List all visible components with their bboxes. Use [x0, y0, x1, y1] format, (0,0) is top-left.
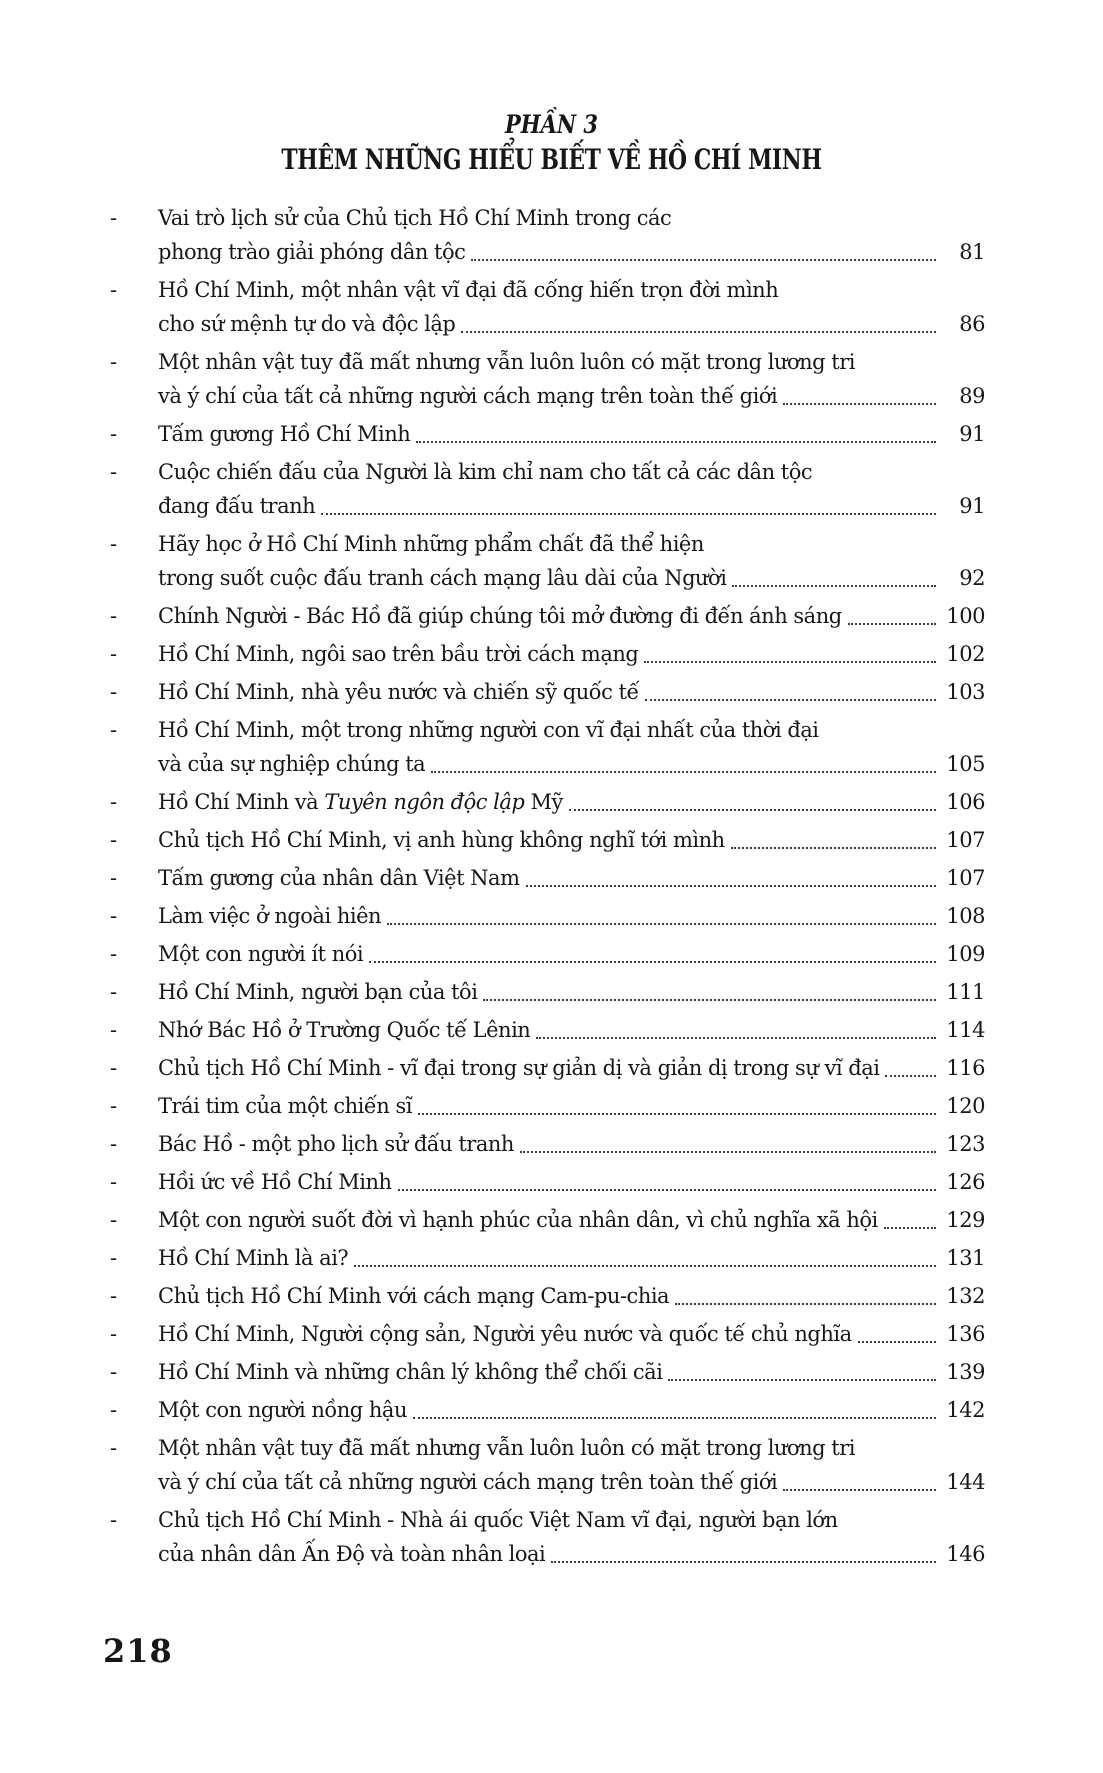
toc-entry-text: [158, 975, 477, 1009]
toc-entry: [110, 1127, 985, 1161]
toc-entry-text: [158, 345, 855, 379]
toc-entry-text: [158, 1241, 348, 1275]
toc-entry-body: [158, 417, 985, 451]
toc-entry-text-segment: Chủ tịch Hồ Chí Minh - Nhà ái quốc Việt Nam vĩ đại, người bạn lớn: [158, 1508, 838, 1532]
dash-bullet: -: [110, 1132, 117, 1156]
toc-line: [158, 235, 985, 269]
toc-line: [158, 307, 985, 341]
toc-line: [158, 899, 985, 933]
toc-entry-text: [158, 489, 315, 523]
dash-bullet: -: [110, 642, 117, 666]
toc-entry: [110, 201, 985, 269]
toc-entry-text-segment: và ý chí của tất cả những người cách mạng trên toàn thế giới: [158, 1470, 778, 1494]
dotted-leader: [483, 975, 936, 1001]
toc-entry-text-segment: Hồi ức về Hồ Chí Minh: [158, 1170, 392, 1194]
toc-entry-body: [158, 1317, 985, 1351]
dotted-leader: [885, 1051, 936, 1077]
toc-entry-text: [158, 713, 819, 747]
toc-page-number: 142: [946, 1398, 985, 1422]
toc-entry-text-segment: Hồ Chí Minh, người bạn của tôi: [158, 980, 478, 1004]
toc-entry: [110, 273, 985, 341]
dotted-leader: [536, 1013, 936, 1039]
dotted-leader: [461, 307, 936, 333]
dotted-leader: [858, 1317, 936, 1343]
toc-entry-text-segment: Chính Người - Bác Hồ đã giúp chúng tôi mở đường đi đến ánh sáng: [158, 604, 842, 628]
dotted-leader: [431, 747, 936, 773]
dotted-leader: [369, 937, 936, 963]
toc-entry-text-segment: Tấm gương Hồ Chí Minh: [158, 422, 411, 446]
dotted-leader: [731, 823, 936, 849]
part-label: PHẦN 3: [504, 110, 599, 139]
toc-line: [158, 455, 985, 489]
toc-entry-text: [158, 675, 639, 709]
dash-bullet: -: [110, 1094, 117, 1118]
dash-bullet: -: [110, 680, 117, 704]
toc-entry-text: [158, 561, 726, 595]
dotted-leader: [418, 1089, 936, 1115]
toc-entry-text-segment: Chủ tịch Hồ Chí Minh, vị anh hùng không nghĩ tới mình: [158, 828, 725, 852]
dash-bullet: -: [110, 604, 117, 628]
toc-page-number: 86: [959, 312, 985, 336]
dash-bullet: -: [110, 278, 117, 302]
toc-entry: [110, 1503, 985, 1571]
toc-entry-text: [158, 1355, 662, 1389]
toc-entry-text: [158, 273, 778, 307]
toc-line: [158, 1465, 985, 1499]
toc-entry-text-segment: Hồ Chí Minh, nhà yêu nước và chiến sỹ quốc tế: [158, 680, 639, 704]
toc-entry-text-segment: Tấm gương của nhân dân Việt Nam: [158, 866, 520, 890]
toc-line: [158, 1089, 985, 1123]
toc-entry: [110, 1279, 985, 1313]
toc-line: [158, 1355, 985, 1389]
toc-line: [158, 861, 985, 895]
toc-entry-body: [158, 637, 985, 671]
toc-line: [158, 1393, 985, 1427]
toc-entry: [110, 1355, 985, 1389]
toc-entry-text-segment: Chủ tịch Hồ Chí Minh với cách mạng Cam-pu-chia: [158, 1284, 670, 1308]
toc-entry: [110, 823, 985, 857]
toc-entry-text: [158, 1051, 879, 1085]
toc-page-number: 91: [959, 494, 985, 518]
dash-bullet: -: [110, 718, 117, 742]
toc-entry-text-segment: Một con người nồng hậu: [158, 1398, 407, 1422]
toc-entry: [110, 1203, 985, 1237]
toc-entry: [110, 417, 985, 451]
toc-entry-text-segment: Chủ tịch Hồ Chí Minh - vĩ đại trong sự giản dị và giản dị trong sự vĩ đại: [158, 1056, 880, 1080]
dotted-leader: [354, 1241, 936, 1267]
toc-entry-text: [158, 1465, 777, 1499]
dash-bullet: -: [110, 1508, 117, 1532]
dash-bullet: -: [110, 828, 117, 852]
dash-bullet: -: [110, 422, 117, 446]
toc-entry: [110, 861, 985, 895]
toc-entry-text: [158, 455, 812, 489]
toc-line: [158, 527, 985, 561]
toc-entry: [110, 345, 985, 413]
dash-bullet: -: [110, 1322, 117, 1346]
toc-line: [158, 823, 985, 857]
toc-entry-body: [158, 527, 985, 595]
toc-entry: [110, 1051, 985, 1085]
toc-page-number: 89: [959, 384, 985, 408]
toc-entry-text-segment: Một con người suốt đời vì hạnh phúc của nhân dân, vì chủ nghĩa xã hội: [158, 1208, 878, 1232]
toc-line: [158, 1127, 985, 1161]
dotted-leader: [416, 417, 936, 443]
toc-page-number: 126: [946, 1170, 985, 1194]
toc-page-number: 116: [946, 1056, 985, 1080]
toc-entry-body: [158, 1203, 985, 1237]
toc-line: [158, 489, 985, 523]
page-title: THÊM NHỮNG HIỂU BIẾT VỀ HỒ CHÍ MINH: [281, 143, 822, 176]
dash-bullet: -: [110, 1018, 117, 1042]
toc-entry-text: [158, 1089, 412, 1123]
toc-entry-body: [158, 455, 985, 523]
toc-entry-text: [158, 1537, 545, 1571]
toc-entry: [110, 599, 985, 633]
dotted-leader: [569, 785, 936, 811]
toc-line: [158, 1013, 985, 1047]
toc-entry-body: [158, 345, 985, 413]
toc-entry: [110, 1317, 985, 1351]
toc-entry-text: [158, 379, 777, 413]
toc-line: [158, 1165, 985, 1199]
toc-entry-text-segment: Làm việc ở ngoài hiên: [158, 904, 382, 928]
toc-line: [158, 937, 985, 971]
toc-entry-text: [158, 1203, 878, 1237]
toc-line: [158, 1503, 985, 1537]
toc-entry: [110, 937, 985, 971]
toc-page-number: 132: [946, 1284, 985, 1308]
dotted-leader: [675, 1279, 936, 1305]
toc-page-number: 123: [946, 1132, 985, 1156]
dotted-leader: [526, 861, 937, 887]
page-number: 218: [103, 1632, 173, 1670]
toc-entry-body: [158, 1013, 985, 1047]
toc-page-number: 81: [959, 240, 985, 264]
toc-entry-text-segment: Hồ Chí Minh và: [158, 790, 325, 814]
toc-page-number: 108: [946, 904, 985, 928]
toc-line: [158, 1241, 985, 1275]
toc-page-number: 111: [946, 980, 985, 1004]
toc-entry-text: [158, 785, 563, 819]
toc-entry-text: [158, 527, 704, 561]
toc-entry: [110, 1241, 985, 1275]
toc-page-number: 136: [946, 1322, 985, 1346]
toc-entry: [110, 713, 985, 781]
dash-bullet: -: [110, 1170, 117, 1194]
dotted-leader: [783, 1465, 936, 1491]
toc-line: [158, 1317, 985, 1351]
dotted-leader: [387, 899, 936, 925]
toc-line: [158, 1537, 985, 1571]
toc-entry-text: [158, 599, 842, 633]
toc-entry-body: [158, 1165, 985, 1199]
toc-line: [158, 379, 985, 413]
dotted-leader: [848, 599, 936, 625]
toc-entry-text: [158, 1013, 530, 1047]
toc-entry-body: [158, 899, 985, 933]
toc-entry-text: [158, 861, 520, 895]
toc-entry-text: [158, 1317, 852, 1351]
toc-page-number: 131: [946, 1246, 985, 1270]
dotted-leader: [471, 235, 936, 261]
toc-entry: [110, 527, 985, 595]
toc-entry-body: [158, 675, 985, 709]
toc-entry-text-segment: Một nhân vật tuy đã mất nhưng vẫn luôn luôn có mặt trong lương tri: [158, 1436, 855, 1460]
toc-line: [158, 1051, 985, 1085]
toc-page-number: 109: [946, 942, 985, 966]
toc-page-number: 107: [946, 866, 985, 890]
toc-line: [158, 637, 985, 671]
toc-page-number: 120: [946, 1094, 985, 1118]
dotted-leader: [668, 1355, 936, 1381]
toc-page-number: 102: [946, 642, 985, 666]
toc-entry-text-segment: cho sứ mệnh tự do và độc lập: [158, 312, 456, 336]
dotted-leader: [884, 1203, 936, 1229]
toc-entry-body: [158, 201, 985, 269]
toc-line: [158, 785, 985, 819]
toc-entry: [110, 1089, 985, 1123]
toc-entry: [110, 1013, 985, 1047]
toc-line: [158, 675, 985, 709]
toc-line: [158, 1431, 985, 1465]
toc-entry-text-segment: đang đấu tranh: [158, 494, 316, 518]
toc-entry-text-segment: Hồ Chí Minh, một trong những người con vĩ đại nhất của thời đại: [158, 718, 819, 742]
toc-entry-body: [158, 273, 985, 341]
dash-bullet: -: [110, 980, 117, 1004]
dash-bullet: -: [110, 532, 117, 556]
toc-entry-text-segment: Cuộc chiến đấu của Người là kim chỉ nam cho tất cả các dân tộc: [158, 460, 813, 484]
toc-page-number: 100: [946, 604, 985, 628]
toc-entry-text-segment: của nhân dân Ấn Độ và toàn nhân loại: [158, 1542, 546, 1566]
toc-entry-text-segment: Mỹ: [524, 790, 563, 814]
toc-entry-text-segment: Hồ Chí Minh, ngôi sao trên bầu trời cách mạng: [158, 642, 639, 666]
toc-line: [158, 201, 985, 235]
toc-line: [158, 599, 985, 633]
toc-line: [158, 713, 985, 747]
toc-entry-text-segment: trong suốt cuộc đấu tranh cách mạng lâu dài của Người: [158, 566, 727, 590]
dotted-leader: [398, 1165, 936, 1191]
toc-entry-text-segment: Hồ Chí Minh là ai?: [158, 1246, 349, 1270]
toc-entry-body: [158, 1279, 985, 1313]
toc-line: [158, 1279, 985, 1313]
dash-bullet: -: [110, 1360, 117, 1384]
toc-entry-body: [158, 1051, 985, 1085]
toc-entry-text: [158, 1503, 838, 1537]
toc-page-number: 144: [946, 1470, 985, 1494]
dash-bullet: -: [110, 1208, 117, 1232]
toc-entry-body: [158, 785, 985, 819]
toc-entry-text-italic: Tuyên ngôn độc lập: [324, 790, 525, 814]
toc-page-number: 107: [946, 828, 985, 852]
toc-entry: [110, 1431, 985, 1499]
toc-entry-text-segment: Hồ Chí Minh và những chân lý không thể chối cãi: [158, 1360, 663, 1384]
toc-entry: [110, 1165, 985, 1199]
toc-entry-text-segment: Hãy học ở Hồ Chí Minh những phẩm chất đã thể hiện: [158, 532, 704, 556]
toc-entry: [110, 455, 985, 523]
toc-entry-text: [158, 823, 725, 857]
dash-bullet: -: [110, 1398, 117, 1422]
dotted-leader: [551, 1537, 936, 1563]
toc-page-number: 105: [946, 752, 985, 776]
toc-entry-text-segment: Một con người ít nói: [158, 942, 364, 966]
dash-bullet: -: [110, 1436, 117, 1460]
toc-line: [158, 345, 985, 379]
toc-entry-text: [158, 899, 381, 933]
dash-bullet: -: [110, 1246, 117, 1270]
toc-entry-text-segment: phong trào giải phóng dân tộc: [158, 240, 466, 264]
dash-bullet: -: [110, 206, 117, 230]
toc-entry-text: [158, 235, 465, 269]
toc-entry: [110, 637, 985, 671]
dash-bullet: -: [110, 790, 117, 814]
toc-entry-text: [158, 1393, 407, 1427]
toc-entry-body: [158, 1089, 985, 1123]
toc-entry-text: [158, 1279, 669, 1313]
toc-entry-text-segment: và của sự nghiệp chúng ta: [158, 752, 426, 776]
toc-line: [158, 561, 985, 595]
dotted-leader: [644, 637, 936, 663]
toc-line: [158, 273, 985, 307]
dash-bullet: -: [110, 460, 117, 484]
toc-entry-text: [158, 747, 425, 781]
toc-entry-body: [158, 937, 985, 971]
toc-entry-text-segment: Hồ Chí Minh, Người cộng sản, Người yêu nước và quốc tế chủ nghĩa: [158, 1322, 852, 1346]
toc-line: [158, 975, 985, 1009]
toc-entry-body: [158, 1503, 985, 1571]
dotted-leader: [783, 379, 936, 405]
toc-entry-body: [158, 975, 985, 1009]
dash-bullet: -: [110, 1056, 117, 1080]
toc-entry: [110, 675, 985, 709]
toc-entry-text-segment: Hồ Chí Minh, một nhân vật vĩ đại đã cống hiến trọn đời mình: [158, 278, 779, 302]
toc-entry-text-segment: và ý chí của tất cả những người cách mạng trên toàn thế giới: [158, 384, 778, 408]
toc-entry: [110, 1393, 985, 1427]
toc-entry-text: [158, 937, 363, 971]
dotted-leader: [520, 1127, 936, 1153]
toc-entry-body: [158, 1355, 985, 1389]
dash-bullet: -: [110, 904, 117, 928]
toc-page-number: 146: [946, 1542, 985, 1566]
dash-bullet: -: [110, 1284, 117, 1308]
toc-entry-body: [158, 1393, 985, 1427]
dash-bullet: -: [110, 866, 117, 890]
toc-entry-body: [158, 1241, 985, 1275]
toc-entry-text: [158, 1127, 514, 1161]
toc-page-number: 92: [959, 566, 985, 590]
dotted-leader: [321, 489, 936, 515]
dash-bullet: -: [110, 942, 117, 966]
page-heading: [0, 0, 1103, 177]
toc-entry-body: [158, 1431, 985, 1499]
toc-page-number: 103: [946, 680, 985, 704]
toc-entry-text: [158, 201, 671, 235]
toc-entry-text: [158, 417, 410, 451]
toc-page-number: 139: [946, 1360, 985, 1384]
dotted-leader: [645, 675, 936, 701]
toc-page-number: 91: [959, 422, 985, 446]
toc-entry-text-segment: Trái tim của một chiến sĩ: [158, 1094, 412, 1118]
toc-entry-text: [158, 307, 455, 341]
toc-entry-text-segment: Vai trò lịch sử của Chủ tịch Hồ Chí Minh trong các: [158, 206, 672, 230]
toc-entry-text: [158, 637, 638, 671]
dotted-leader: [413, 1393, 936, 1419]
toc-entry-text-segment: Một nhân vật tuy đã mất nhưng vẫn luôn luôn có mặt trong lương tri: [158, 350, 855, 374]
toc-list: [110, 201, 985, 1571]
toc-page-number: 129: [946, 1208, 985, 1232]
toc-entry-body: [158, 713, 985, 781]
toc-page-number: 106: [946, 790, 985, 814]
toc-entry-text: [158, 1165, 392, 1199]
toc-line: [158, 417, 985, 451]
toc-entry: [110, 975, 985, 1009]
dotted-leader: [732, 561, 936, 587]
dash-bullet: -: [110, 350, 117, 374]
toc-entry-text: [158, 1431, 855, 1465]
toc-entry: [110, 785, 985, 819]
toc-line: [158, 1203, 985, 1237]
toc-page-number: 114: [946, 1018, 985, 1042]
toc-entry: [110, 899, 985, 933]
toc-entry-body: [158, 861, 985, 895]
toc-entry-text-segment: Bác Hồ - một pho lịch sử đấu tranh: [158, 1132, 514, 1156]
toc-entry-body: [158, 1127, 985, 1161]
toc-entry-body: [158, 599, 985, 633]
toc-entry-text-segment: Nhớ Bác Hồ ở Trường Quốc tế Lênin: [158, 1018, 531, 1042]
toc-entry-body: [158, 823, 985, 857]
toc-line: [158, 747, 985, 781]
